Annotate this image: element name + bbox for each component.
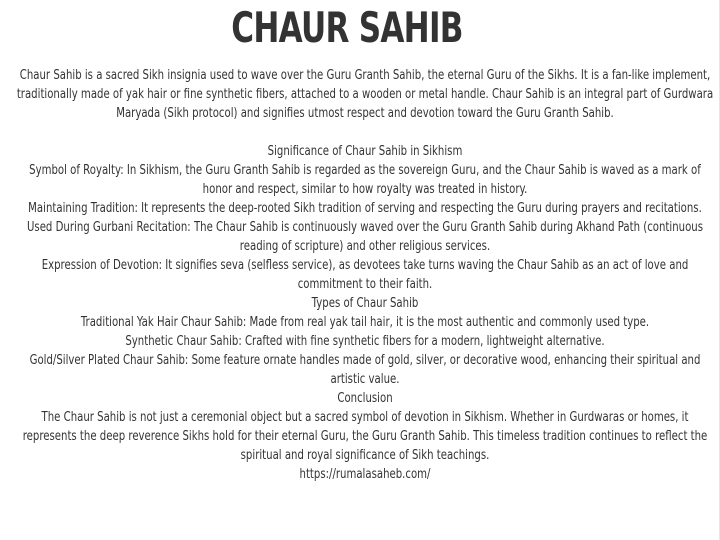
significance-item-devotion: Expression of Devotion: It signifies seva (selfless service), as devotees take turns waving the Chaur Sahib as an act of love and commitment to their faith. (41, 258, 689, 292)
significance-item-royalty: Symbol of Royalty: In Sikhism, the Guru Granth Sahib is regarded as the sovereign Guru, and the Chaur Sahib is waved as a mark of honor and respect, similar to how royalty was treated in history. (29, 163, 701, 197)
conclusion-heading: Conclusion (337, 391, 393, 406)
significance-item-gurbani: Used During Gurbani Recitation: The Chaur Sahib is continuously waved over the Guru Granth Sahib during Akhand Path (continuous reading of scripture) and other religious services. (26, 220, 703, 254)
document-body (16, 66, 714, 484)
paragraph-spacer (87, 123, 644, 142)
types-item-gold-silver: Gold/Silver Plated Chaur Sahib: Some feature ornate handles made of gold, silver, or decorative wood, enhancing their spiritual and artistic value. (29, 353, 701, 387)
page-title: CHAUR SAHIB (231, 3, 463, 52)
significance-item-tradition: Maintaining Tradition: It represents the deep-rooted Sikh tradition of serving and respecting the Guru during prayers and recitations. (28, 201, 702, 216)
significance-heading: Significance of Chaur Sahib in Sikhism (267, 144, 463, 159)
conclusion-paragraph: The Chaur Sahib is not just a ceremonial object but a sacred symbol of devotion in Sikhism. Whether in Gurdwaras or homes, it represents the deep reverence Sikhs hold for their eternal Guru, the Guru Granth Sahib. This timeless tradition continues to reflect the spiritual and royal significance of Sikh teachings. (22, 410, 708, 463)
intro-paragraph: Chaur Sahib is a sacred Sikh insignia used to wave over the Guru Granth Sahib, the eternal Guru of the Sikhs. It is a fan-like implement, traditionally made of yak hair or fine synthetic fibers, attached to a wooden or metal handle. Chaur Sahib is an integral part of Gurdwara Maryada (Sikh protocol) and signifies utmost respect and devotion toward the Guru Granth Sahib. (16, 68, 714, 121)
types-item-yak-hair: Traditional Yak Hair Chaur Sahib: Made from real yak tail hair, it is the most authentic and commonly used type. (80, 315, 650, 330)
source-link[interactable]: https://rumalasaheb.com/ (299, 467, 431, 482)
types-item-synthetic: Synthetic Chaur Sahib: Crafted with fine synthetic fibers for a modern, lightweight alternative. (125, 334, 605, 349)
types-heading: Types of Chaur Sahib (311, 296, 419, 311)
